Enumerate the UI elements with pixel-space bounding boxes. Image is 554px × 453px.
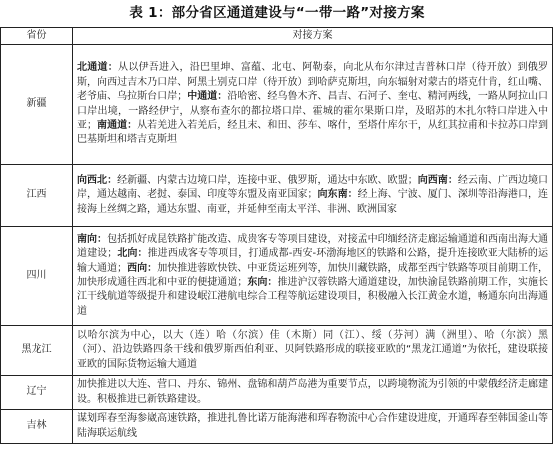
- plan-cell: 谋划珲春至海参崴高速铁路，推进扎鲁比诺万能海港和珲春物流中心合作建设进度，开通珲春至韩国釜山等陆海联运航线: [73, 410, 553, 444]
- docking-plan-table: [0, 27, 553, 444]
- table-row: [1, 45, 553, 165]
- province-cell: 吉林: [1, 410, 73, 444]
- table-row: [1, 326, 553, 376]
- route-label: 北向：: [117, 248, 148, 260]
- route-text: 经新疆、内蒙古边境口岸，连接中亚、俄罗斯，通达中东欧、欧盟；: [117, 174, 418, 186]
- route-label: 西向：: [127, 262, 158, 274]
- province-cell: 辽宁: [1, 376, 73, 410]
- route-label: 南向：: [77, 233, 108, 245]
- route-text: 加快推进蓉欧快铁、中亚货运班列等，加快川藏铁路，成都至西宁铁路等项目前期工作，加快形成通往西北和中亚的便捷通道；: [77, 262, 549, 288]
- route-label: 东向：: [247, 277, 278, 288]
- table-row: [1, 165, 553, 227]
- province-cell: 新疆: [1, 45, 73, 165]
- table-row: [1, 227, 553, 326]
- route-text: 推进沪汉蓉铁路大通道建设，加快渝昆铁路前期工作，实施长江干线航道等级提升和建设岷江港航电综合工程等航运建设项目，积极融入长江黄金水道，畅通东向出海通道: [77, 277, 549, 317]
- route-text: 经上海、宁波、厦门、深圳等沿海港口，连接海上丝绸之路，通达东盟、南亚，并延伸至南太平洋、非洲、欧洲国家: [77, 189, 549, 215]
- plan-cell: [73, 227, 553, 326]
- route-label: 南通道：: [97, 119, 138, 131]
- route-text: 从若羌进入若羌后，经且末、和田、莎车、喀什，至塔什库尔干，从红其拉甫和卡拉苏口岸到巴基斯坦和塔吉克斯坦: [77, 119, 549, 146]
- header-plan: 对接方案: [73, 28, 553, 45]
- table-row: [1, 410, 553, 444]
- plan-cell: 加快推进以大连、营口、丹东、锦州、盘锦和葫芦岛港为重要节点，以跨境物流为引领的中蒙俄经济走廊建设。积极推进已新铁路建设。: [73, 376, 553, 410]
- route-text: 包括抓好成昆铁路扩能改造、成贵客专等项目建设，对接孟中印缅经济走廊运输通道和西南出海大通道建设；: [77, 233, 549, 260]
- route-label: 中通道：: [187, 91, 228, 103]
- plan-cell: [73, 165, 553, 227]
- table-title: 表 1：部分省区通道建设与“一带一路”对接方案: [129, 5, 425, 21]
- route-text: 沿哈密、经乌鲁木齐、昌吉、石河子、奎屯、精河两线，一路从阿拉山口口岸出境，一路经伊宁，从察布查尔的都拉塔口岸、霍城的霍尔果斯口岸，及昭苏的木扎尔特口岸进入中亚；: [77, 91, 549, 131]
- plan-cell: [73, 45, 553, 165]
- province-cell: 四川: [1, 227, 73, 326]
- route-text: 推进西成客专等项目，打通成都-西安-环渤海地区的铁路和公路，提升连接欧亚大陆桥的运输大通道；: [77, 248, 549, 274]
- route-label: 向东南：: [317, 189, 358, 201]
- province-cell: 江西: [1, 165, 73, 227]
- route-text: 从以伊吾进入，沿巴里坤、富蕴、北屯、阿勒泰，向北从布尔津过吉普林口岸（待开放）到俄罗斯，向西过吉木乃口岸、阿黑土别克口岸（待开放）到哈萨克斯坦，向东辐射对蒙古的塔克什肯，红山嘴、老爷庙、乌拉斯台口岸；: [77, 62, 549, 103]
- route-text: 经云南、广西边境口岸，通达越南、老挝、泰国、印度等东盟及南亚国家；: [77, 174, 549, 201]
- table-header-row: [1, 28, 553, 45]
- header-province: 省份: [1, 28, 73, 45]
- route-label: 向西南：: [417, 174, 458, 186]
- table-row: [1, 376, 553, 410]
- province-cell: 黑龙江: [1, 326, 73, 376]
- plan-cell: 以哈尔滨为中心，以大（连）哈（尔滨）佳（木斯）同（江）、绥（芬河）满（洲里）、哈（尔滨）黑（河）、沿边铁路四条干线和俄罗斯西伯利亚、贝阿铁路形成的联接亚欧的“黑龙江通道”为依托，建设联接亚欧的国际货物运输大通道: [73, 326, 553, 376]
- route-label: 北通道：: [77, 62, 118, 74]
- route-label: 向西北：: [77, 174, 118, 186]
